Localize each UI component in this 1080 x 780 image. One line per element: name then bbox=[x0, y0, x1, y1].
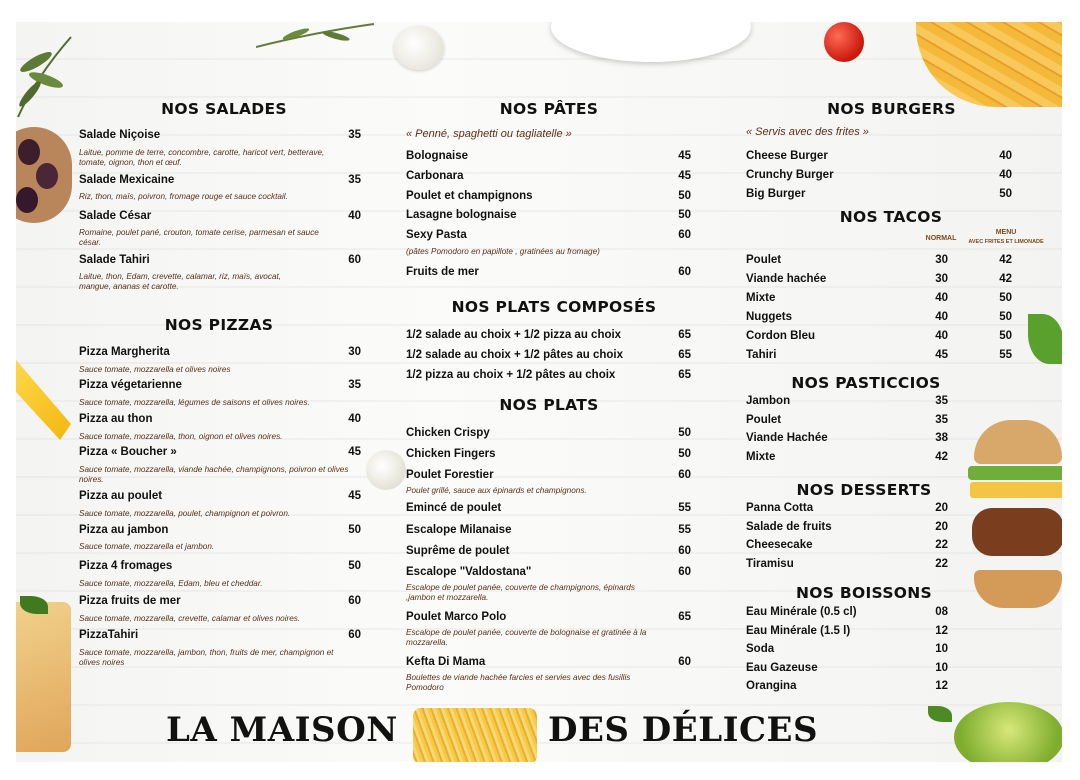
menu-item-name: Big Burger bbox=[746, 188, 806, 200]
menu-item-name: Viande Hachée bbox=[746, 432, 828, 444]
menu-item-price: 50 bbox=[348, 560, 361, 572]
section-note: « Penné, spaghetti ou tagliatelle » bbox=[406, 128, 572, 140]
menu-item-price: 22 bbox=[935, 558, 948, 570]
menu-item-price: 45 bbox=[678, 150, 691, 162]
menu-item-price: 60 bbox=[678, 266, 691, 278]
menu-item-name: Emincé de poulet bbox=[406, 502, 502, 514]
menu-item-price: 45 bbox=[678, 170, 691, 182]
section-title-salades: NOS SALADES bbox=[161, 100, 287, 118]
section-title-pates: NOS PÂTES bbox=[499, 100, 599, 118]
menu-item-price: 55 bbox=[678, 502, 691, 514]
menu-page bbox=[16, 22, 1062, 762]
menu-item-name: Soda bbox=[746, 643, 775, 655]
menu-item-name: Salade César bbox=[79, 210, 152, 222]
menu-item-name: Pizza Margherita bbox=[79, 346, 170, 358]
menu-item-name: 1/2 salade au choix + 1/2 pizza au choix bbox=[406, 329, 622, 341]
menu-item-price-normal: 30 bbox=[935, 254, 948, 266]
menu-item-price: 40 bbox=[348, 413, 361, 425]
menu-item-name: Poulet bbox=[746, 254, 782, 266]
menu-item-name: 1/2 pizza au choix + 1/2 pâtes au choix bbox=[406, 369, 616, 381]
cheese-ball-icon bbox=[394, 26, 444, 70]
menu-item-desc: Sauce tomate, mozzarella, Edam, bleu et cheddar. bbox=[79, 579, 263, 588]
menu-item-name: Eau Minérale (1.5 l) bbox=[746, 625, 851, 637]
menu-item-name: Panna Cotta bbox=[746, 502, 814, 514]
menu-item-name: Salade Niçoise bbox=[79, 129, 161, 141]
menu-item-price: 60 bbox=[348, 629, 361, 641]
menu-item-price: 40 bbox=[348, 210, 361, 222]
menu-item-desc: Sauce tomate, mozzarella, thon, oignon et olives noires. bbox=[79, 432, 283, 441]
basil-leaf-icon bbox=[928, 706, 952, 722]
section-title-tacos: NOS TACOS bbox=[839, 208, 943, 226]
section-title-desserts: NOS DESSERTS bbox=[796, 481, 932, 499]
menu-item-price: 12 bbox=[935, 625, 948, 637]
menu-item-price: 65 bbox=[678, 369, 691, 381]
menu-item-price: 60 bbox=[348, 254, 361, 266]
menu-item-price-menu: 50 bbox=[999, 292, 1012, 304]
menu-item-name: Lasagne bolognaise bbox=[406, 209, 517, 221]
menu-item-price: 60 bbox=[678, 229, 691, 241]
menu-item-price: 60 bbox=[678, 545, 691, 557]
menu-item-desc: (pâtes Pomodoro en papillote , gratinées au fromage) bbox=[406, 247, 600, 256]
menu-item-desc: Laitue, thon, Edam, crevette, calamar, riz, maïs, avocat, mangue, ananas et carotte. bbox=[79, 272, 282, 291]
menu-item-price: 65 bbox=[678, 349, 691, 361]
menu-item-price: 35 bbox=[348, 174, 361, 186]
menu-item-name: Fruits de mer bbox=[406, 266, 479, 278]
menu-item-name: Chicken Fingers bbox=[406, 448, 496, 460]
menu-item-name: Cheesecake bbox=[746, 539, 813, 551]
menu-item-desc: Poulet grillé, sauce aux épinards et champignons. bbox=[406, 486, 587, 495]
menu-item-price-normal: 40 bbox=[935, 330, 948, 342]
menu-item-desc: Sauce tomate, mozzarella, viande hachée, champignons, poivron et olives noires. bbox=[79, 465, 349, 484]
tacos-col-normal: NORMAL bbox=[925, 235, 957, 242]
cherry-tomato-icon bbox=[824, 22, 864, 62]
menu-item-desc: Sauce tomate, mozzarella, crevette, calamar et olives noires. bbox=[79, 614, 301, 623]
menu-item-name: Salade de fruits bbox=[746, 521, 832, 533]
pasta-nest-icon bbox=[413, 708, 537, 762]
section-title-burgers: NOS BURGERS bbox=[827, 100, 956, 118]
menu-item-name: Salade Tahiri bbox=[79, 254, 150, 266]
menu-item-name: Poulet Marco Polo bbox=[406, 611, 507, 623]
menu-item-name: Chicken Crispy bbox=[406, 427, 490, 439]
menu-item-name: Cheese Burger bbox=[746, 150, 828, 162]
menu-item-price-normal: 45 bbox=[935, 349, 948, 361]
menu-item-price-normal: 30 bbox=[935, 273, 948, 285]
menu-item-price: 50 bbox=[999, 188, 1012, 200]
menu-item-name: Sexy Pasta bbox=[406, 229, 467, 241]
brand-title-right: DES DÉLICES bbox=[548, 710, 819, 750]
olive-branch-icon bbox=[16, 32, 76, 122]
menu-item-desc: Sauce tomate, mozzarella, légumes de saisons et olives noires. bbox=[79, 398, 310, 407]
menu-item-price-normal: 40 bbox=[935, 311, 948, 323]
menu-item-name: Eau Minérale (0.5 cl) bbox=[746, 606, 857, 618]
menu-item-name: PizzaTahiri bbox=[79, 629, 139, 641]
menu-item-price: 50 bbox=[678, 190, 691, 202]
menu-item-name: Tahiri bbox=[746, 349, 777, 361]
menu-item-price-menu: 42 bbox=[999, 273, 1012, 285]
menu-item-desc: Sauce tomate, mozzarella, poulet, champignon et poivron. bbox=[79, 509, 291, 518]
menu-item-price: 35 bbox=[935, 414, 948, 426]
menu-item-price: 42 bbox=[935, 451, 948, 463]
menu-item-name: Eau Gazeuse bbox=[746, 662, 818, 674]
menu-item-name: Escalope "Valdostana" bbox=[406, 566, 532, 578]
plate-icon bbox=[551, 22, 751, 62]
menu-item-name: Mixte bbox=[746, 292, 776, 304]
basil-leaf-icon bbox=[1028, 314, 1062, 364]
menu-item-name: Pizza au jambon bbox=[79, 524, 169, 536]
menu-item-price: 35 bbox=[348, 129, 361, 141]
menu-item-name: Carbonara bbox=[406, 170, 464, 182]
menu-item-name: Mixte bbox=[746, 451, 776, 463]
menu-item-name: Nuggets bbox=[746, 311, 792, 323]
section-title-pasticcios: NOS PASTICCIOS bbox=[791, 374, 941, 392]
menu-item-price: 65 bbox=[678, 611, 691, 623]
menu-item-price: 08 bbox=[935, 606, 948, 618]
menu-item-name: Suprême de poulet bbox=[406, 545, 510, 557]
menu-item-name: Poulet Forestier bbox=[406, 469, 494, 481]
menu-item-price: 50 bbox=[348, 524, 361, 536]
menu-item-price: 60 bbox=[678, 656, 691, 668]
section-title-pizzas: NOS PIZZAS bbox=[164, 316, 274, 334]
menu-item-name: Escalope Milanaise bbox=[406, 524, 512, 536]
menu-item-name: Tiramisu bbox=[746, 558, 794, 570]
menu-item-desc: Escalope de poulet panée, couverte de champignons, épinards ,jambon et mozzarella. bbox=[406, 583, 635, 602]
menu-item-name: Pizza fruits de mer bbox=[79, 595, 181, 607]
menu-item-name: Crunchy Burger bbox=[746, 169, 834, 181]
menu-item-price: 12 bbox=[935, 680, 948, 692]
french-fries-icon bbox=[916, 22, 1062, 107]
menu-item-price: 10 bbox=[935, 662, 948, 674]
menu-item-price-normal: 40 bbox=[935, 292, 948, 304]
menu-item-price: 20 bbox=[935, 521, 948, 533]
menu-item-price: 20 bbox=[935, 502, 948, 514]
menu-item-name: Pizza au poulet bbox=[79, 490, 163, 502]
menu-item-price: 55 bbox=[678, 524, 691, 536]
menu-item-price: 50 bbox=[678, 448, 691, 460]
menu-item-desc: Riz, thon, maïs, poivron, fromage rouge et sauce cocktail. bbox=[79, 192, 288, 201]
menu-item-price: 40 bbox=[999, 169, 1012, 181]
salad-bowl-icon bbox=[954, 702, 1062, 762]
menu-item-name: Pizza végetarienne bbox=[79, 379, 182, 391]
menu-item-name: Kefta Di Mama bbox=[406, 656, 486, 668]
menu-item-price: 38 bbox=[935, 432, 948, 444]
burger-icon bbox=[968, 420, 1062, 610]
menu-item-price-menu: 50 bbox=[999, 330, 1012, 342]
menu-item-price: 35 bbox=[935, 395, 948, 407]
menu-item-price-menu: 42 bbox=[999, 254, 1012, 266]
menu-item-price: 30 bbox=[348, 346, 361, 358]
menu-item-price: 45 bbox=[348, 490, 361, 502]
menu-item-price: 45 bbox=[348, 446, 361, 458]
menu-item-price: 60 bbox=[678, 469, 691, 481]
menu-item-desc: Sauce tomate, mozzarella, jambon, thon, fruits de mer, champignon et olives noires bbox=[79, 648, 334, 667]
menu-item-name: Poulet et champignons bbox=[406, 190, 533, 202]
menu-item-price-menu: 55 bbox=[999, 349, 1012, 361]
menu-item-name: Pizza au thon bbox=[79, 413, 153, 425]
menu-item-desc: Romaine, poulet pané, crouton, tomate cerise, parmesan et sauce césar. bbox=[79, 228, 319, 247]
section-title-plats: NOS PLATS bbox=[499, 396, 599, 414]
menu-item-desc: Sauce tomate, mozzarella et olives noires bbox=[79, 365, 231, 374]
menu-item-name: Viande hachée bbox=[746, 273, 827, 285]
menu-item-price: 60 bbox=[348, 595, 361, 607]
menu-item-price: 65 bbox=[678, 329, 691, 341]
lemon-wedge-icon bbox=[16, 360, 71, 440]
brand-title-left: LA MAISON bbox=[166, 710, 398, 750]
menu-item-price-menu: 50 bbox=[999, 311, 1012, 323]
menu-item-price: 60 bbox=[678, 566, 691, 578]
menu-item-desc: Boulettes de viande hachée farcies et servies avec des fusillis Pomodoro bbox=[406, 673, 631, 692]
menu-item-name: 1/2 salade au choix + 1/2 pâtes au choix bbox=[406, 349, 624, 361]
menu-item-name: Cordon Bleu bbox=[746, 330, 815, 342]
menu-item-price: 50 bbox=[678, 427, 691, 439]
menu-item-price: 35 bbox=[348, 379, 361, 391]
menu-item-price: 50 bbox=[678, 209, 691, 221]
pizza-slice-icon bbox=[16, 602, 71, 752]
menu-item-name: Jambon bbox=[746, 395, 791, 407]
menu-item-desc: Sauce tomate, mozzarella et jambon. bbox=[79, 542, 215, 551]
section-note: « Servis avec des frites » bbox=[746, 126, 869, 138]
menu-item-price: 40 bbox=[999, 150, 1012, 162]
menu-item-desc: Escalope de poulet panée, couverte de bolognaise et gratinée à la mozzarella. bbox=[406, 628, 647, 647]
menu-item-name: Orangina bbox=[746, 680, 797, 692]
menu-item-name: Pizza 4 fromages bbox=[79, 560, 173, 572]
tacos-col-menu-sub: AVEC FRITES ET LIMONADE bbox=[968, 239, 1044, 245]
section-title-plats-composes: NOS PLATS COMPOSÉS bbox=[451, 298, 657, 316]
menu-item-name: Bolognaise bbox=[406, 150, 468, 162]
menu-item-name: Pizza « Boucher » bbox=[79, 446, 177, 458]
cheese-ball-icon bbox=[366, 450, 406, 490]
menu-item-name: Poulet bbox=[746, 414, 782, 426]
olive-branch-icon bbox=[256, 22, 376, 52]
menu-item-desc: Laitue, pomme de terre, concombre, carotte, haricot vert, betterave, tomate, oignon, thon et œuf. bbox=[79, 148, 325, 167]
menu-item-price: 10 bbox=[935, 643, 948, 655]
tacos-col-menu: MENU bbox=[995, 229, 1017, 236]
olives-bowl-icon bbox=[16, 127, 72, 223]
menu-item-price: 22 bbox=[935, 539, 948, 551]
section-title-boissons: NOS BOISSONS bbox=[795, 584, 932, 602]
menu-item-name: Salade Mexicaine bbox=[79, 174, 175, 186]
